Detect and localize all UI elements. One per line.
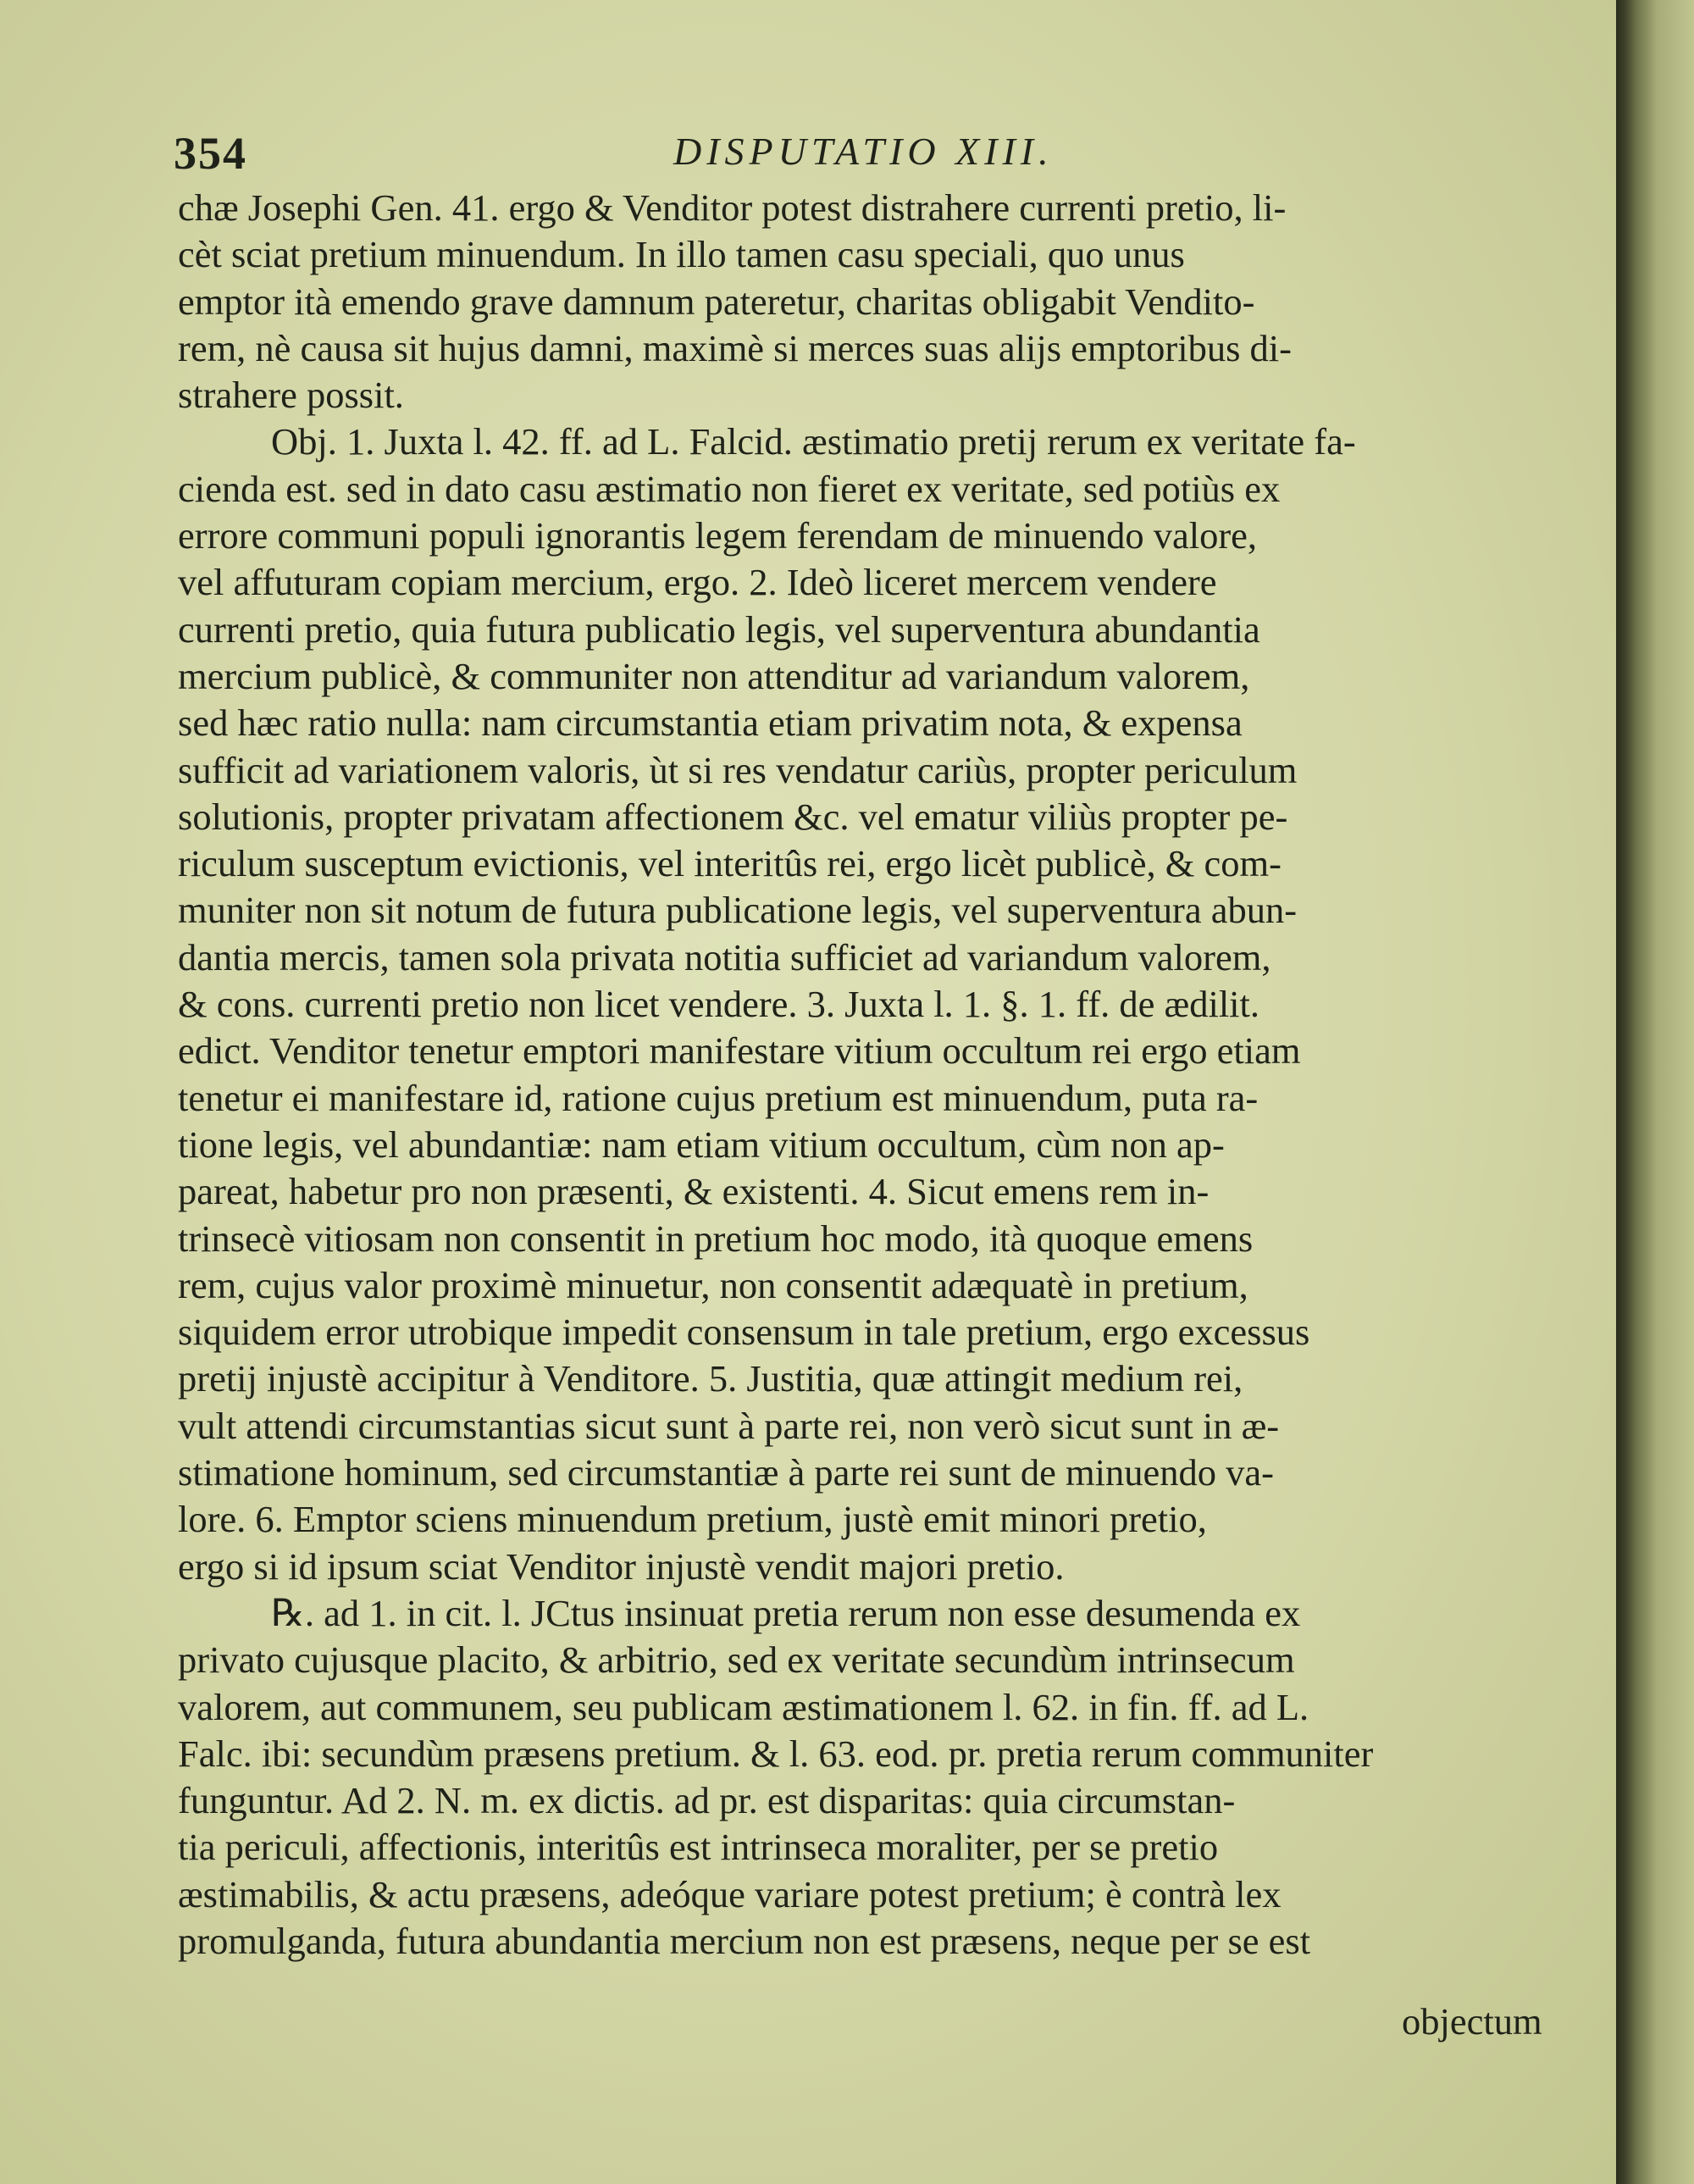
- text-line: cienda est. sed in dato casu æstimatio non fieret ex veritate, sed potiùs ex: [178, 467, 1281, 510]
- text-line: rem, nè causa sit hujus damni, maximè si merces suas alijs emptoribus di-: [178, 326, 1292, 369]
- text-line: valorem, aut communem, seu publicam æstimationem l. 62. in fin. ff. ad L.: [178, 1685, 1309, 1728]
- text-line: tione legis, vel abundantiæ: nam etiam vitium occultum, cùm non ap-: [178, 1122, 1225, 1166]
- text-line: pareat, habetur pro non præsenti, & existenti. 4. Sicut emens rem in-: [178, 1170, 1210, 1213]
- text-line: tia periculi, affectionis, interitûs est intrinseca moraliter, per se pretio: [178, 1826, 1219, 1869]
- text-line: errore communi populi ignorantis legem ferendam de minuendo valore,: [178, 514, 1258, 557]
- text-line: chæ Josephi Gen. 41. ergo & Venditor potest distrahere currenti pretio, li-: [178, 186, 1287, 229]
- page-header: [174, 127, 1563, 186]
- text-line: strahere possit.: [178, 374, 404, 417]
- text-line: rem, cujus valor proximè minuetur, non consentit adæquatè in pretium,: [178, 1263, 1248, 1306]
- text-line: & cons. currenti pretio non licet vendere. 3. Juxta l. 1. §. 1. ff. de ædilit.: [178, 983, 1260, 1026]
- binding-gutter: [1616, 0, 1694, 2184]
- response-paragraph-start: ℞. ad 1. in cit. l. JCtus insinuat pretia rerum non esse desumenda ex: [271, 1591, 1301, 1634]
- text-line: edict. Venditor tenetur emptori manifestare vitium occultum rei ergo etiam: [178, 1029, 1301, 1073]
- text-line: mercium publicè, & communiter non attenditur ad variandum valorem,: [178, 654, 1250, 697]
- text-line: riculum susceptum evictionis, vel interitûs rei, ergo licèt publicè, & com-: [178, 842, 1282, 885]
- text-line: privato cujusque placito, & arbitrio, sed ex veritate secundùm intrinsecum: [178, 1638, 1295, 1682]
- text-line: stimatione hominum, sed circumstantiæ à parte rei sunt de minuendo va-: [178, 1451, 1274, 1494]
- text-line: solutionis, propter privatam affectionem &c. vel ematur viliùs propter pe-: [178, 795, 1288, 838]
- body-text: [178, 185, 1558, 1965]
- text-line: currenti pretio, quia futura publicatio legis, vel superventura abundantia: [178, 607, 1260, 651]
- catchword: objectum: [1402, 2000, 1542, 2043]
- text-line: funguntur. Ad 2. N. m. ex dictis. ad pr. est disparitas: quia circumstan-: [178, 1779, 1236, 1822]
- text-line: ergo si id ipsum sciat Venditor injustè vendit majori pretio.: [178, 1544, 1065, 1588]
- objection-paragraph-start: Obj. 1. Juxta l. 42. ff. ad L. Falcid. æstimatio pretij rerum ex veritate fa-: [271, 420, 1356, 463]
- text-line: sed hæc ratio nulla: nam circumstantia etiam privatim nota, & expensa: [178, 701, 1243, 745]
- running-head: DISPUTATIO XIII.: [673, 130, 1054, 173]
- text-line: tenetur ei manifestare id, ratione cujus pretium est minuendum, puta ra-: [178, 1076, 1259, 1119]
- page-number: 354: [174, 128, 247, 179]
- text-line: Falc. ibi: secundùm præsens pretium. & l. 63. eod. pr. pretia rerum communiter: [178, 1732, 1374, 1775]
- text-line: muniter non sit notum de futura publicatione legis, vel superventura abun-: [178, 889, 1298, 932]
- text-line: trinsecè vitiosam non consentit in pretium hoc modo, ità quoque emens: [178, 1217, 1254, 1260]
- text-line: æstimabilis, & actu præsens, adeóque variare potest pretium; è contrà lex: [178, 1872, 1282, 1915]
- text-line: emptor ità emendo grave damnum pateretur, charitas obligabit Vendito-: [178, 280, 1255, 323]
- text-line: dantia mercis, tamen sola privata notitia sufficiet ad variandum valorem,: [178, 935, 1271, 978]
- text-line: vel affuturam copiam mercium, ergo. 2. Ideò liceret mercem vendere: [178, 561, 1217, 604]
- text-line: vult attendi circumstantias sicut sunt à parte rei, non verò sicut sunt in æ-: [178, 1404, 1280, 1447]
- text-line: sufficit ad variationem valoris, ùt si res vendatur cariùs, propter periculum: [178, 748, 1298, 791]
- text-line: siquidem error utrobique impedit consensum in tale pretium, ergo excessus: [178, 1311, 1310, 1354]
- text-line: lore. 6. Emptor sciens minuendum pretium, justè emit minori pretio,: [178, 1498, 1207, 1541]
- text-line: cèt sciat pretium minuendum. In illo tamen casu speciali, quo unus: [178, 233, 1185, 276]
- text-line: promulganda, futura abundantia mercium non est præsens, neque per se est: [178, 1919, 1311, 1962]
- text-line: pretij injustè accipitur à Venditore. 5. Justitia, quæ attingit medium rei,: [178, 1357, 1243, 1400]
